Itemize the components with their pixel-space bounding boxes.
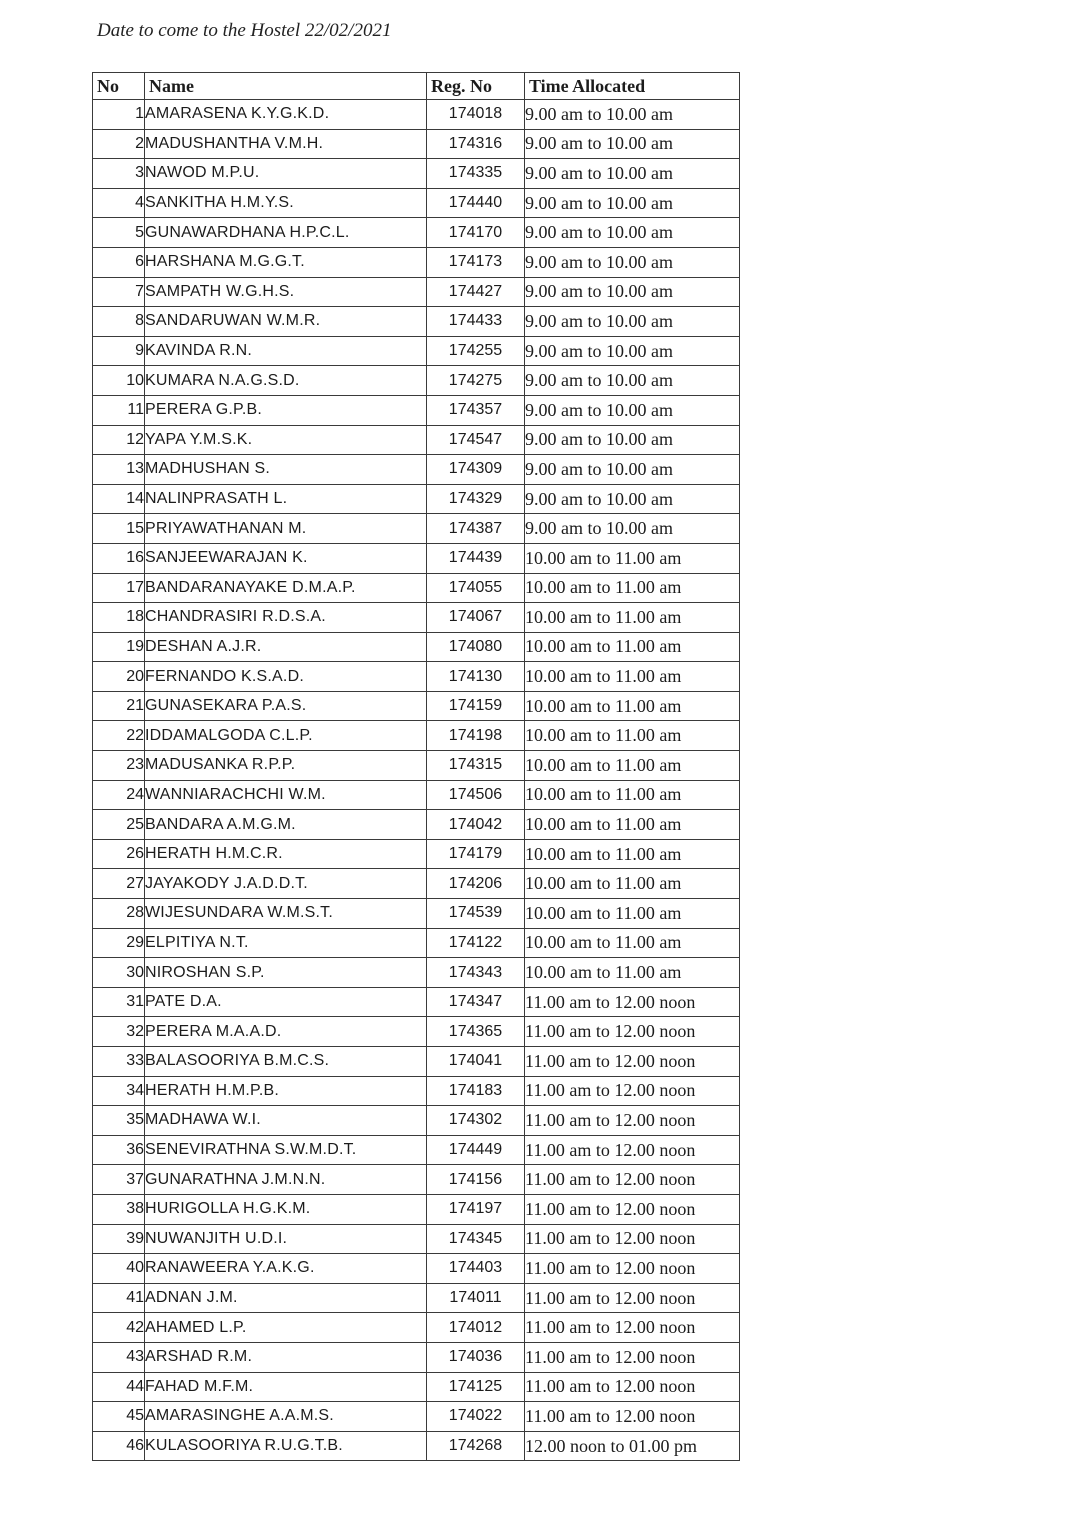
table-row	[93, 1135, 740, 1165]
header-time-allocated: Time Allocated	[525, 73, 740, 100]
student-name: IDDAMALGODA C.L.P.	[145, 721, 427, 751]
row-number: 10	[93, 366, 145, 396]
registration-number: 174122	[427, 928, 525, 958]
table-row	[93, 336, 740, 366]
student-name: KULASOORIYA R.U.G.T.B.	[145, 1431, 427, 1461]
table-row	[93, 928, 740, 958]
time-allocated: 10.00 am to 11.00 am	[525, 751, 740, 781]
table-row	[93, 899, 740, 929]
header-reg-no: Reg. No	[427, 73, 525, 100]
row-number: 37	[93, 1165, 145, 1195]
row-number: 29	[93, 928, 145, 958]
time-allocated: 9.00 am to 10.00 am	[525, 100, 740, 130]
time-allocated: 10.00 am to 11.00 am	[525, 928, 740, 958]
time-allocated: 9.00 am to 10.00 am	[525, 188, 740, 218]
registration-number: 174022	[427, 1402, 525, 1432]
time-allocated: 10.00 am to 11.00 am	[525, 839, 740, 869]
registration-number: 174335	[427, 159, 525, 189]
row-number: 19	[93, 632, 145, 662]
registration-number: 174012	[427, 1313, 525, 1343]
table-body	[93, 100, 740, 1461]
row-number: 24	[93, 780, 145, 810]
table-row	[93, 1372, 740, 1402]
time-allocated: 12.00 noon to 01.00 pm	[525, 1431, 740, 1461]
registration-number: 174055	[427, 573, 525, 603]
student-name: GUNASEKARA P.A.S.	[145, 691, 427, 721]
student-name: PERERA M.A.A.D.	[145, 1017, 427, 1047]
student-name: SANKITHA H.M.Y.S.	[145, 188, 427, 218]
table-row	[93, 395, 740, 425]
registration-number: 174130	[427, 662, 525, 692]
registration-number: 174198	[427, 721, 525, 751]
table-row	[93, 691, 740, 721]
student-name: AMARASINGHE A.A.M.S.	[145, 1402, 427, 1432]
row-number: 25	[93, 810, 145, 840]
row-number: 30	[93, 958, 145, 988]
row-number: 20	[93, 662, 145, 692]
student-name: WANNIARACHCHI W.M.	[145, 780, 427, 810]
row-number: 39	[93, 1224, 145, 1254]
registration-number: 174302	[427, 1106, 525, 1136]
table-row	[93, 1224, 740, 1254]
registration-number: 174547	[427, 425, 525, 455]
time-allocated: 9.00 am to 10.00 am	[525, 218, 740, 248]
time-allocated: 9.00 am to 10.00 am	[525, 277, 740, 307]
student-name: HARSHANA M.G.G.T.	[145, 247, 427, 277]
row-number: 22	[93, 721, 145, 751]
table-row	[93, 1313, 740, 1343]
student-name: MADHAWA W.I.	[145, 1106, 427, 1136]
table-row	[93, 159, 740, 189]
time-allocated: 10.00 am to 11.00 am	[525, 632, 740, 662]
student-name: SENEVIRATHNA S.W.M.D.T.	[145, 1135, 427, 1165]
student-name: RANAWEERA Y.A.K.G.	[145, 1254, 427, 1284]
registration-number: 174343	[427, 958, 525, 988]
row-number: 36	[93, 1135, 145, 1165]
registration-number: 174080	[427, 632, 525, 662]
row-number: 38	[93, 1194, 145, 1224]
student-name: ARSHAD R.M.	[145, 1342, 427, 1372]
student-name: SAMPATH W.G.H.S.	[145, 277, 427, 307]
registration-number: 174170	[427, 218, 525, 248]
time-allocated: 9.00 am to 10.00 am	[525, 395, 740, 425]
registration-number: 174347	[427, 987, 525, 1017]
row-number: 12	[93, 425, 145, 455]
student-name: BANDARANAYAKE D.M.A.P.	[145, 573, 427, 603]
time-allocated: 11.00 am to 12.00 noon	[525, 1372, 740, 1402]
student-name: KAVINDA R.N.	[145, 336, 427, 366]
time-allocated: 11.00 am to 12.00 noon	[525, 1283, 740, 1313]
student-name: ELPITIYA N.T.	[145, 928, 427, 958]
student-name: PATE D.A.	[145, 987, 427, 1017]
student-name: GUNAWARDHANA H.P.C.L.	[145, 218, 427, 248]
student-name: FAHAD M.F.M.	[145, 1372, 427, 1402]
table-header-row	[93, 73, 740, 100]
student-name: MADUSANKA R.P.P.	[145, 751, 427, 781]
time-allocated: 11.00 am to 12.00 noon	[525, 1402, 740, 1432]
student-name: MADHUSHAN S.	[145, 455, 427, 485]
time-allocated: 9.00 am to 10.00 am	[525, 336, 740, 366]
registration-number: 174506	[427, 780, 525, 810]
student-name: MADUSHANTHA V.M.H.	[145, 129, 427, 159]
row-number: 17	[93, 573, 145, 603]
row-number: 23	[93, 751, 145, 781]
time-allocated: 9.00 am to 10.00 am	[525, 307, 740, 337]
header-no: No	[93, 73, 145, 100]
registration-number: 174036	[427, 1342, 525, 1372]
table-row	[93, 632, 740, 662]
row-number: 4	[93, 188, 145, 218]
registration-number: 174042	[427, 810, 525, 840]
row-number: 5	[93, 218, 145, 248]
student-name: KUMARA N.A.G.S.D.	[145, 366, 427, 396]
table-row	[93, 1047, 740, 1077]
student-name: ADNAN J.M.	[145, 1283, 427, 1313]
row-number: 43	[93, 1342, 145, 1372]
time-allocated: 10.00 am to 11.00 am	[525, 662, 740, 692]
student-name: PERERA G.P.B.	[145, 395, 427, 425]
time-allocated: 9.00 am to 10.00 am	[525, 484, 740, 514]
registration-number: 174315	[427, 751, 525, 781]
time-allocated: 10.00 am to 11.00 am	[525, 869, 740, 899]
table-row	[93, 1017, 740, 1047]
table-row	[93, 543, 740, 573]
time-allocated: 10.00 am to 11.00 am	[525, 780, 740, 810]
row-number: 40	[93, 1254, 145, 1284]
registration-number: 174067	[427, 603, 525, 633]
time-allocated: 11.00 am to 12.00 noon	[525, 1076, 740, 1106]
time-allocated: 10.00 am to 11.00 am	[525, 691, 740, 721]
table-row	[93, 188, 740, 218]
student-name: DESHAN A.J.R.	[145, 632, 427, 662]
registration-number: 174439	[427, 543, 525, 573]
table-row	[93, 425, 740, 455]
registration-number: 174345	[427, 1224, 525, 1254]
table-row	[93, 573, 740, 603]
time-allocated: 11.00 am to 12.00 noon	[525, 1165, 740, 1195]
registration-number: 174255	[427, 336, 525, 366]
time-allocated: 11.00 am to 12.00 noon	[525, 1017, 740, 1047]
time-allocated: 9.00 am to 10.00 am	[525, 514, 740, 544]
student-name: SANDARUWAN W.M.R.	[145, 307, 427, 337]
table-row	[93, 1165, 740, 1195]
row-number: 44	[93, 1372, 145, 1402]
table-row	[93, 218, 740, 248]
time-allocated: 11.00 am to 12.00 noon	[525, 1224, 740, 1254]
row-number: 35	[93, 1106, 145, 1136]
row-number: 13	[93, 455, 145, 485]
row-number: 1	[93, 100, 145, 130]
time-allocated: 11.00 am to 12.00 noon	[525, 1106, 740, 1136]
table-row	[93, 839, 740, 869]
time-allocated: 10.00 am to 11.00 am	[525, 721, 740, 751]
student-name: SANJEEWARAJAN K.	[145, 543, 427, 573]
table-row	[93, 721, 740, 751]
row-number: 14	[93, 484, 145, 514]
table-row	[93, 987, 740, 1017]
registration-number: 174427	[427, 277, 525, 307]
time-allocated: 9.00 am to 10.00 am	[525, 425, 740, 455]
time-allocated: 9.00 am to 10.00 am	[525, 366, 740, 396]
registration-number: 174329	[427, 484, 525, 514]
table-row	[93, 307, 740, 337]
row-number: 2	[93, 129, 145, 159]
student-name: PRIYAWATHANAN M.	[145, 514, 427, 544]
registration-number: 174156	[427, 1165, 525, 1195]
registration-number: 174183	[427, 1076, 525, 1106]
time-allocated: 9.00 am to 10.00 am	[525, 159, 740, 189]
registration-number: 174173	[427, 247, 525, 277]
row-number: 15	[93, 514, 145, 544]
row-number: 9	[93, 336, 145, 366]
time-allocated: 9.00 am to 10.00 am	[525, 129, 740, 159]
registration-number: 174316	[427, 129, 525, 159]
time-allocated: 11.00 am to 12.00 noon	[525, 1194, 740, 1224]
table-row	[93, 455, 740, 485]
time-allocated: 9.00 am to 10.00 am	[525, 455, 740, 485]
registration-number: 174309	[427, 455, 525, 485]
registration-number: 174403	[427, 1254, 525, 1284]
registration-number: 174011	[427, 1283, 525, 1313]
student-name: HERATH H.M.P.B.	[145, 1076, 427, 1106]
table-row	[93, 751, 740, 781]
student-name: JAYAKODY J.A.D.D.T.	[145, 869, 427, 899]
student-name: NIROSHAN S.P.	[145, 958, 427, 988]
table-row	[93, 247, 740, 277]
table-row	[93, 1283, 740, 1313]
time-allocated: 10.00 am to 11.00 am	[525, 958, 740, 988]
registration-number: 174387	[427, 514, 525, 544]
table-row	[93, 1342, 740, 1372]
time-allocated: 9.00 am to 10.00 am	[525, 247, 740, 277]
table-row	[93, 1402, 740, 1432]
row-number: 11	[93, 395, 145, 425]
table-row	[93, 1254, 740, 1284]
student-name: AHAMED L.P.	[145, 1313, 427, 1343]
row-number: 46	[93, 1431, 145, 1461]
table-row	[93, 603, 740, 633]
table-row	[93, 277, 740, 307]
time-allocated: 10.00 am to 11.00 am	[525, 603, 740, 633]
row-number: 42	[93, 1313, 145, 1343]
row-number: 31	[93, 987, 145, 1017]
registration-number: 174275	[427, 366, 525, 396]
student-name: BALASOORIYA B.M.C.S.	[145, 1047, 427, 1077]
registration-number: 174268	[427, 1431, 525, 1461]
student-name: WIJESUNDARA W.M.S.T.	[145, 899, 427, 929]
student-name: NALINPRASATH L.	[145, 484, 427, 514]
registration-number: 174539	[427, 899, 525, 929]
student-name: BANDARA A.M.G.M.	[145, 810, 427, 840]
row-number: 21	[93, 691, 145, 721]
table-row	[93, 129, 740, 159]
time-allocated: 11.00 am to 12.00 noon	[525, 1313, 740, 1343]
time-allocated: 10.00 am to 11.00 am	[525, 899, 740, 929]
table-row	[93, 514, 740, 544]
page-title: Date to come to the Hostel 22/02/2021	[97, 20, 392, 41]
row-number: 27	[93, 869, 145, 899]
table-row	[93, 1431, 740, 1461]
table-row	[93, 780, 740, 810]
time-allocated: 10.00 am to 11.00 am	[525, 810, 740, 840]
registration-number: 174365	[427, 1017, 525, 1047]
registration-number: 174206	[427, 869, 525, 899]
registration-number: 174179	[427, 839, 525, 869]
registration-number: 174197	[427, 1194, 525, 1224]
registration-number: 174357	[427, 395, 525, 425]
row-number: 34	[93, 1076, 145, 1106]
table-row	[93, 1194, 740, 1224]
header-name: Name	[145, 73, 427, 100]
row-number: 28	[93, 899, 145, 929]
student-name: AMARASENA K.Y.G.K.D.	[145, 100, 427, 130]
registration-number: 174159	[427, 691, 525, 721]
row-number: 41	[93, 1283, 145, 1313]
registration-number: 174449	[427, 1135, 525, 1165]
table-row	[93, 100, 740, 130]
row-number: 3	[93, 159, 145, 189]
row-number: 33	[93, 1047, 145, 1077]
row-number: 7	[93, 277, 145, 307]
row-number: 18	[93, 603, 145, 633]
table-row	[93, 366, 740, 396]
student-name: GUNARATHNA J.M.N.N.	[145, 1165, 427, 1195]
registration-number: 174433	[427, 307, 525, 337]
student-name: NAWOD M.P.U.	[145, 159, 427, 189]
student-name: HURIGOLLA H.G.K.M.	[145, 1194, 427, 1224]
time-allocated: 11.00 am to 12.00 noon	[525, 1342, 740, 1372]
time-allocated: 11.00 am to 12.00 noon	[525, 1047, 740, 1077]
hostel-roster-table	[92, 72, 740, 1461]
row-number: 6	[93, 247, 145, 277]
registration-number: 174041	[427, 1047, 525, 1077]
time-allocated: 11.00 am to 12.00 noon	[525, 987, 740, 1017]
student-name: FERNANDO K.S.A.D.	[145, 662, 427, 692]
table-row	[93, 1076, 740, 1106]
time-allocated: 11.00 am to 12.00 noon	[525, 1254, 740, 1284]
table-row	[93, 1106, 740, 1136]
student-name: NUWANJITH U.D.I.	[145, 1224, 427, 1254]
table-row	[93, 484, 740, 514]
time-allocated: 10.00 am to 11.00 am	[525, 573, 740, 603]
table-row	[93, 958, 740, 988]
time-allocated: 11.00 am to 12.00 noon	[525, 1135, 740, 1165]
registration-number: 174440	[427, 188, 525, 218]
row-number: 16	[93, 543, 145, 573]
time-allocated: 10.00 am to 11.00 am	[525, 543, 740, 573]
table-row	[93, 869, 740, 899]
table-row	[93, 662, 740, 692]
student-name: CHANDRASIRI R.D.S.A.	[145, 603, 427, 633]
registration-number: 174125	[427, 1372, 525, 1402]
student-name: HERATH H.M.C.R.	[145, 839, 427, 869]
row-number: 26	[93, 839, 145, 869]
row-number: 8	[93, 307, 145, 337]
row-number: 45	[93, 1402, 145, 1432]
table-row	[93, 810, 740, 840]
student-name: YAPA Y.M.S.K.	[145, 425, 427, 455]
row-number: 32	[93, 1017, 145, 1047]
registration-number: 174018	[427, 100, 525, 130]
